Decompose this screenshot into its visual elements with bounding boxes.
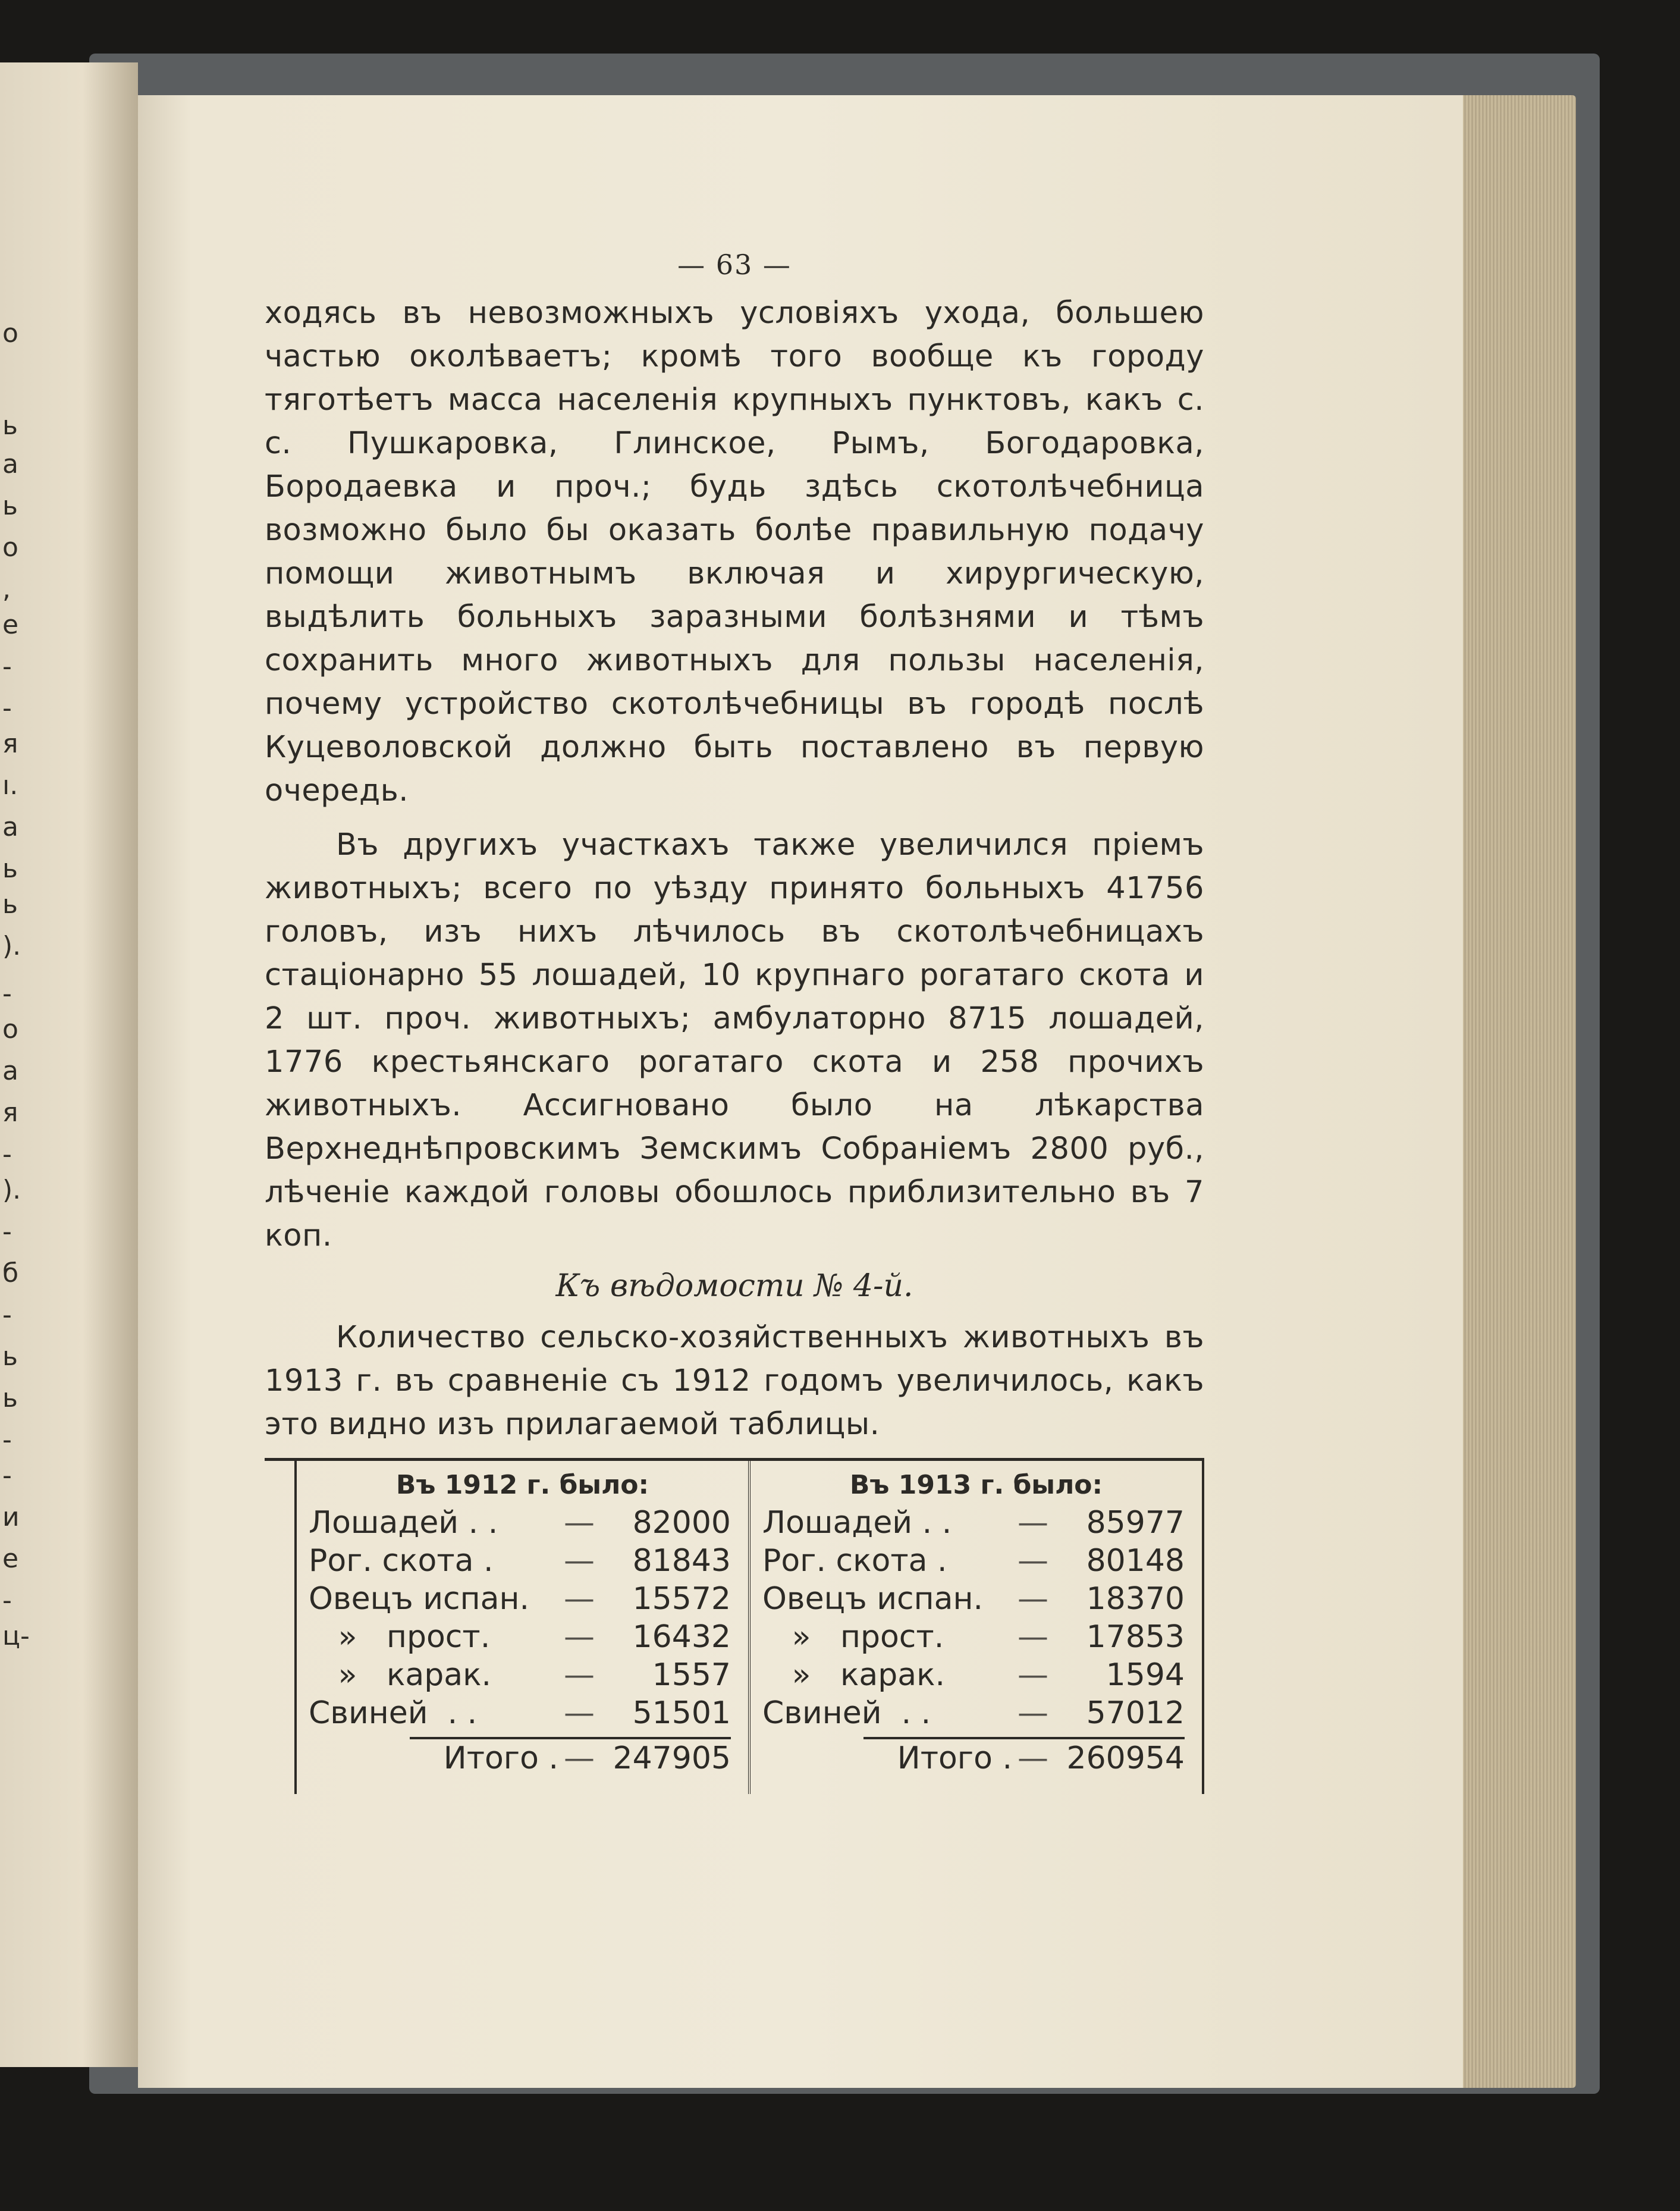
edge-letter: о — [2, 532, 18, 563]
row-dash: — — [564, 1619, 595, 1655]
left-page-edge — [0, 62, 138, 2067]
column-header-1913: Въ 1913 г. было: — [849, 1470, 1103, 1500]
edge-letter: е — [2, 610, 19, 640]
row-value: 1557 — [652, 1657, 731, 1693]
total-dash: — — [1018, 1740, 1048, 1776]
row-value: 51501 — [632, 1695, 731, 1731]
edge-letter: я — [2, 729, 18, 759]
edge-letter: я — [2, 1097, 18, 1128]
row-label: Свиней . . — [762, 1695, 931, 1731]
total-value: 247905 — [613, 1740, 731, 1776]
row-label: Лошадей . . — [762, 1505, 952, 1541]
edge-letter: и — [2, 1502, 20, 1532]
edge-letter: ь — [2, 1341, 18, 1372]
section-heading: Къ вѣдомости № 4-й. — [555, 1268, 913, 1304]
row-value: 82000 — [632, 1505, 731, 1541]
table-row — [309, 1580, 736, 1618]
row-label: » прост. — [762, 1619, 944, 1655]
livestock-table — [265, 1458, 1204, 1794]
edge-letter: - — [2, 1300, 12, 1330]
edge-letter: ь — [2, 491, 18, 521]
edge-letter: ь — [2, 1383, 18, 1413]
edge-letter: ). — [2, 931, 21, 961]
column-header-1912: Въ 1912 г. было: — [395, 1470, 649, 1500]
rows-1912 — [309, 1504, 736, 1732]
edge-letter: - — [2, 1585, 12, 1616]
row-label: Рог. скота . — [762, 1543, 947, 1579]
edge-letter: - — [2, 979, 12, 1009]
row-dash: — — [564, 1581, 595, 1617]
total-label: Итого . — [443, 1740, 558, 1776]
edge-letter: о — [2, 318, 18, 349]
edge-letter: о — [2, 1014, 18, 1045]
row-value: 15572 — [632, 1581, 731, 1617]
table-row — [762, 1694, 1190, 1732]
table-row — [762, 1504, 1190, 1542]
page-number: — 63 — — [677, 249, 792, 281]
edge-letter: а — [2, 1056, 18, 1086]
table-row — [762, 1656, 1190, 1694]
row-dash: — — [564, 1695, 595, 1731]
edge-letter: , — [2, 574, 11, 604]
row-dash: — — [1018, 1543, 1048, 1579]
edge-letter: - — [2, 651, 12, 682]
edge-letter: - — [2, 1425, 12, 1455]
row-label: » карак. — [762, 1657, 946, 1693]
edge-letter: - — [2, 693, 12, 723]
row-dash: — — [1018, 1505, 1048, 1541]
row-value: 81843 — [632, 1543, 731, 1579]
edge-letter: а — [2, 449, 18, 479]
edge-letter: - — [2, 1139, 12, 1169]
row-label: Овецъ испан. — [762, 1581, 984, 1617]
row-dash: — — [1018, 1695, 1048, 1731]
row-value: 85977 — [1086, 1505, 1185, 1541]
row-dash: — — [564, 1505, 595, 1541]
row-label: Лошадей . . — [309, 1505, 498, 1541]
total-dash: — — [564, 1740, 595, 1776]
row-label: » прост. — [309, 1619, 491, 1655]
page-stack-edge — [1451, 95, 1576, 2088]
total-value: 260954 — [1066, 1740, 1185, 1776]
table-row — [762, 1618, 1190, 1656]
edge-letter: - — [2, 1460, 12, 1491]
table-row — [309, 1656, 736, 1694]
total-label: Итого . — [897, 1740, 1012, 1776]
edge-letter: ь — [2, 410, 18, 441]
rows-1913 — [762, 1504, 1190, 1732]
edge-letter: ь — [2, 889, 18, 920]
row-value: 17853 — [1086, 1619, 1185, 1655]
row-value: 1594 — [1106, 1657, 1185, 1693]
table-column-1912 — [294, 1461, 748, 1794]
row-value: 57012 — [1086, 1695, 1185, 1731]
edge-letter: ı. — [2, 770, 18, 801]
edge-letter: б — [2, 1258, 19, 1288]
left-page-edge-letters — [0, 62, 138, 2067]
edge-letter: ). — [2, 1175, 21, 1205]
edge-letter: - — [2, 1216, 12, 1247]
table-row — [309, 1618, 736, 1656]
table-row — [762, 1542, 1190, 1580]
row-dash: — — [1018, 1657, 1048, 1693]
edge-letter: е — [2, 1544, 19, 1574]
table-column-1913 — [748, 1461, 1204, 1794]
row-label: Свиней . . — [309, 1695, 478, 1731]
row-label: Рог. скота . — [309, 1543, 494, 1579]
row-value: 16432 — [632, 1619, 731, 1655]
paragraph-1: ходясь въ невозможныхъ условіяхъ ухода, большею частью околѣваетъ; кромѣ того вообще къ городу тяготѣетъ масса населенія крупныхъ пунктовъ, какъ с. с. Пушкаровка, Глинское, Рымъ, Богодаровка, Бородаевка и проч.; будь здѣсь скотолѣчебница возможно было бы оказать болѣе правильную подачу помощи животнымъ включая и хирургическую, выдѣлить больныхъ заразными болѣзнями и тѣмъ сохранить много животныхъ для пользы населенія, почему устройство скотолѣчебницы въ городѣ послѣ Куцеволовской должно быть поставлено въ первую очередь. — [265, 296, 1204, 808]
edge-letter: а — [2, 812, 18, 842]
paragraph-3: Количество сельско-хозяйственныхъ животныхъ въ 1913 г. въ сравненіе съ 1912 годомъ увеличилось, какъ это видно изъ прилагаемой таблицы. — [265, 1320, 1204, 1442]
paragraph-2: Въ другихъ участкахъ также увеличился пріемъ животныхъ; всего по уѣзду принято больныхъ 41756 головъ, изъ нихъ лѣчилось въ скотолѣчебницахъ стаціонарно 55 лошадей, 10 крупнаго рогатаго скота и 2 шт. проч. животныхъ; амбулаторно 8715 лошадей, 1776 крестьянскаго рогатаго скота и 258 прочихъ животныхъ. Ассигновано было на лѣкарства Верхнеднѣпровскимъ Земскимъ Собраніемъ 2800 руб., лѣченіе каждой головы обошлось приблизительно въ 7 коп. — [265, 827, 1204, 1253]
table-row — [762, 1580, 1190, 1618]
table-row — [309, 1504, 736, 1542]
table-row — [309, 1694, 736, 1732]
row-value: 80148 — [1086, 1543, 1185, 1579]
row-dash: — — [564, 1543, 595, 1579]
row-label: Овецъ испан. — [309, 1581, 530, 1617]
row-label: » карак. — [309, 1657, 492, 1693]
row-value: 18370 — [1086, 1581, 1185, 1617]
row-dash: — — [1018, 1619, 1048, 1655]
edge-letter: ь — [2, 854, 18, 884]
total-row-1912 — [309, 1739, 736, 1777]
edge-letter: ц- — [2, 1621, 30, 1651]
table-row — [309, 1542, 736, 1580]
row-dash: — — [564, 1657, 595, 1693]
row-dash: — — [1018, 1581, 1048, 1617]
page-content — [265, 249, 1204, 1794]
total-row-1913 — [762, 1739, 1190, 1777]
